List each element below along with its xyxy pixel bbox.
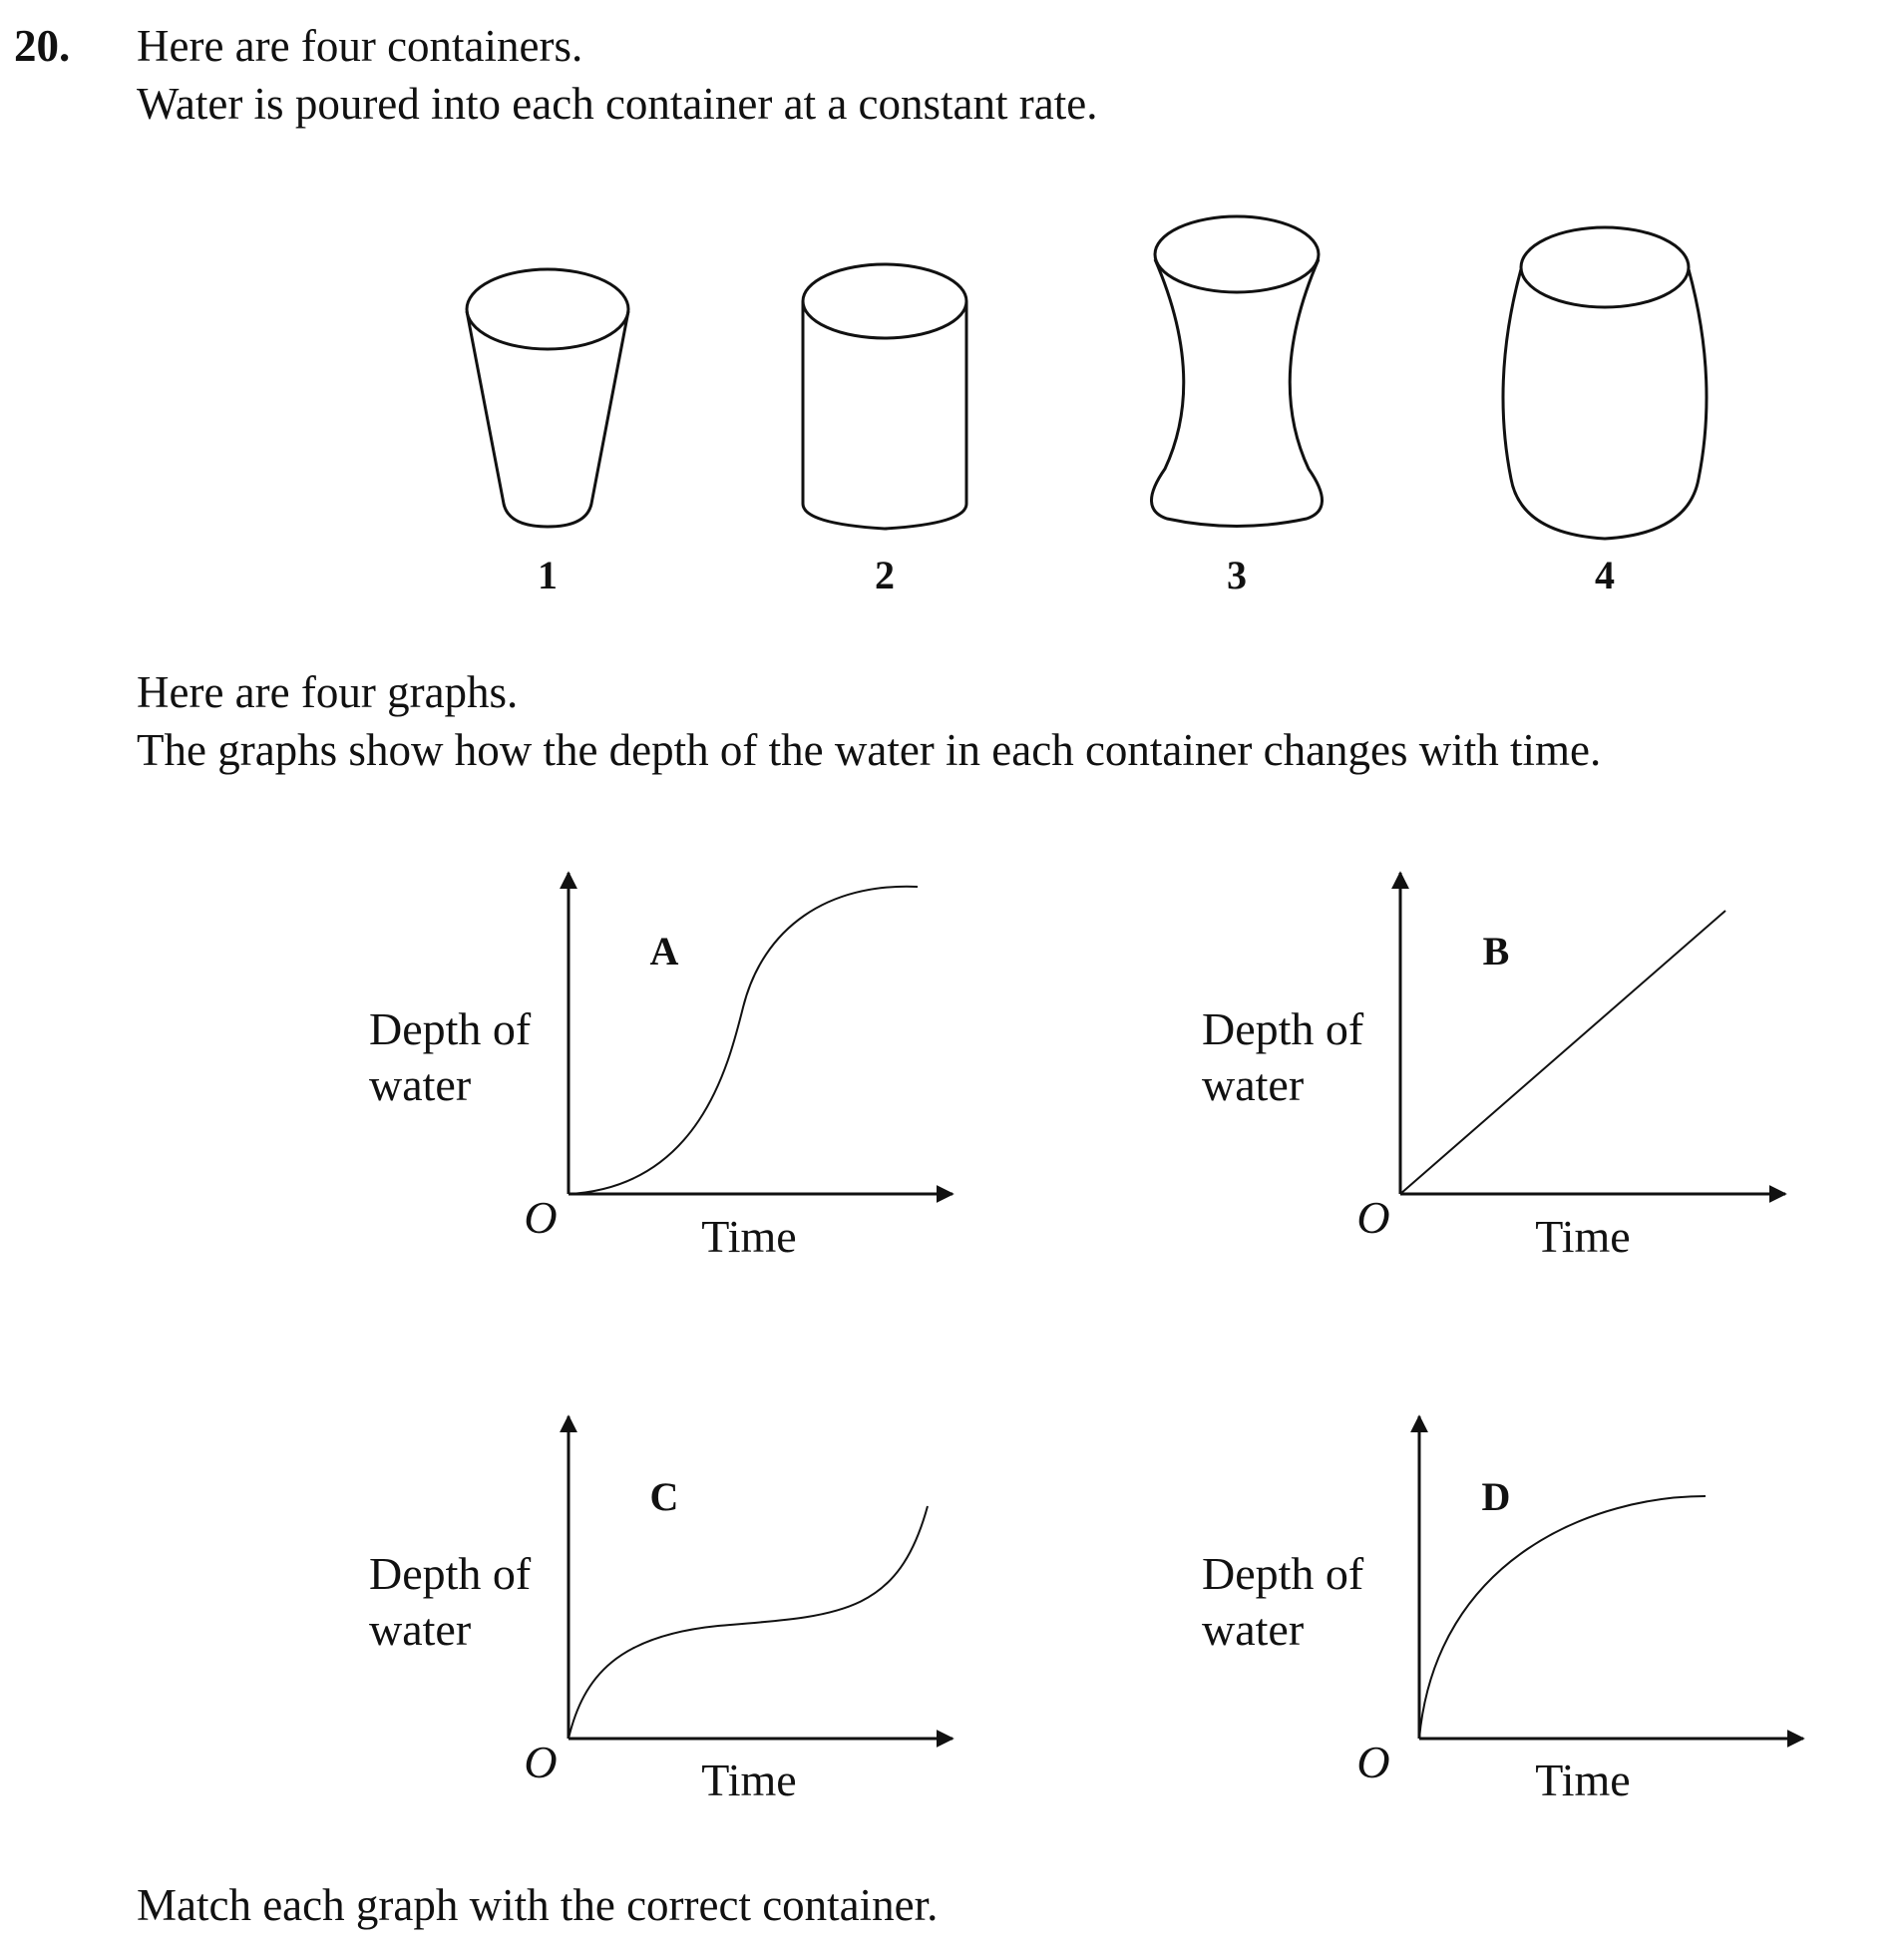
graph-a-letter: A [649, 929, 679, 974]
graph-a-ylabel-line2: water [369, 1059, 472, 1110]
graph-a-xlabel: Time [701, 1211, 797, 1262]
graph-d-letter: D [1481, 1474, 1511, 1519]
graph-b-xlabel: Time [1535, 1211, 1631, 1262]
graph-b-letter: B [1482, 929, 1510, 974]
intro-line-1: Here are four containers. [137, 21, 583, 71]
intro-line-2: Water is poured into each container at a constant rate. [137, 79, 1098, 129]
graph-a-curve [569, 887, 918, 1194]
container-4-drawing [1503, 227, 1707, 539]
graph-c-curve [569, 1506, 928, 1739]
graph-b-line [1400, 911, 1725, 1194]
graph-d [1202, 1416, 1803, 1805]
container-2-drawing [803, 264, 966, 529]
match-instruction: Match each graph with the correct container. [137, 1880, 939, 1930]
graphs-intro-line-2: The graphs show how the depth of the water in each container changes with time. [137, 725, 1602, 775]
graph-a-origin: O [524, 1192, 558, 1243]
graph-c [369, 1416, 952, 1805]
container-1-drawing [467, 269, 628, 527]
container-3-drawing [1151, 216, 1322, 527]
graph-b-ylabel-line2: water [1202, 1059, 1305, 1110]
container-label-4: 4 [1595, 553, 1615, 597]
question-number: 20. [14, 21, 71, 71]
graph-c-origin: O [524, 1737, 558, 1787]
graph-d-ylabel-line2: water [1202, 1604, 1305, 1655]
graph-d-curve [1419, 1496, 1706, 1739]
graph-a [369, 873, 952, 1262]
graphs-intro-line-1: Here are four graphs. [137, 667, 519, 717]
graph-b-origin: O [1356, 1192, 1390, 1243]
graph-d-ylabel-line1: Depth of [1202, 1548, 1364, 1599]
graph-a-ylabel-line1: Depth of [369, 1003, 532, 1054]
graph-c-xlabel: Time [701, 1755, 797, 1805]
container-label-2: 2 [875, 553, 895, 597]
graph-c-ylabel-line1: Depth of [369, 1548, 532, 1599]
graph-d-origin: O [1356, 1737, 1390, 1787]
graph-b-ylabel-line1: Depth of [1202, 1003, 1364, 1054]
graph-c-ylabel-line2: water [369, 1604, 472, 1655]
container-label-3: 3 [1227, 553, 1247, 597]
container-label-1: 1 [538, 553, 558, 597]
graph-d-xlabel: Time [1535, 1755, 1631, 1805]
graph-b [1202, 873, 1785, 1262]
graph-c-letter: C [649, 1474, 679, 1519]
